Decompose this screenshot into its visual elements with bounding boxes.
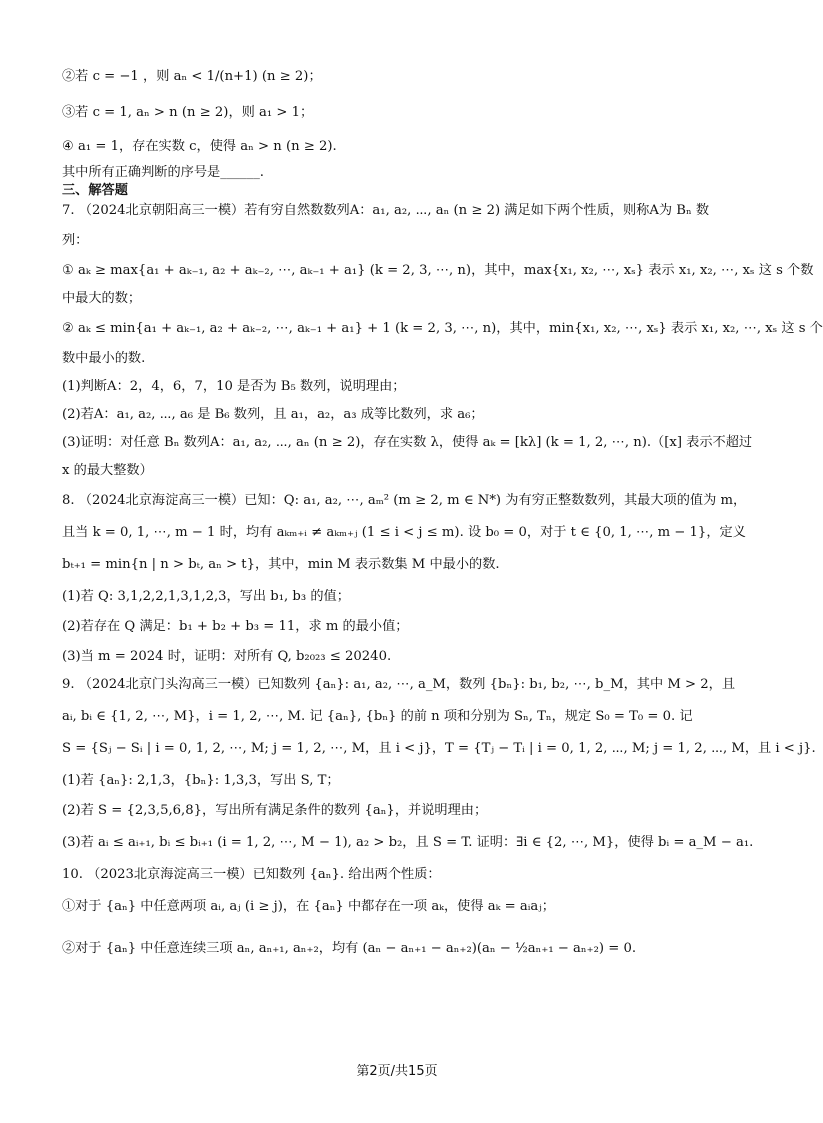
question-10: 10. （2023北京海淀高三一模）已知数列 {aₙ}. 给出两个性质： <box>62 867 441 882</box>
text-line: 且当 k = 0, 1, ⋯, m − 1 时，均有 aₖₘ₊ᵢ ≠ aₖₘ₊ⱼ (1 ≤ i < j ≤ m). 设 b₀ = 0，对于 t ∈ {0, 1, ⋯, m − 1}，定义 <box>62 525 746 540</box>
text-line: 列： <box>62 233 89 248</box>
text-line: (3)当 m = 2024 时，证明：对所有 Q, b₂₀₂₃ ≤ 20240. <box>62 649 392 664</box>
section-heading: 三、解答题 <box>62 183 128 198</box>
question-9: 9. （2024北京门头沟高三一模）已知数列 {aₙ}: a₁, a₂, ⋯, a_M，数列 {bₙ}: b₁, b₂, ⋯, b_M，其中 M > 2，且 <box>62 677 736 692</box>
text-line: bₜ₊₁ = min{n | n > bₜ, aₙ > t}，其中，min M 表示数集 M 中最小的数. <box>62 557 500 572</box>
text-line: x 的最大整数） <box>62 463 153 478</box>
text-line: (2)若 S = {2,3,5,6,8}，写出所有满足条件的数列 {aₙ}，并说明理由； <box>62 803 488 818</box>
question-8: 8. （2024北京海淀高三一模）已知：Q: a₁, a₂, ⋯, aₘ² (m ≥ 2, m ∈ N*) 为有穷正整数数列，其最大项的值为 m， <box>62 493 747 508</box>
text-line: S = {Sⱼ − Sᵢ | i = 0, 1, 2, ⋯, M; j = 1, 2, ⋯, M，且 i < j}，T = {Tⱼ − Tᵢ | i = 0, 1, 2, ⋯, M; j = 1, 2, ⋯, M，且 i < j}. <box>62 741 816 756</box>
text-line: 中最大的数； <box>62 291 142 306</box>
text-line: (3)若 aᵢ ≤ aᵢ₊₁, bᵢ ≤ bᵢ₊₁ (i = 1, 2, ⋯, M − 1), a₂ > b₂，且 S = T. 证明：∃i ∈ {2, ⋯, M}，使得 bᵢ = a_M − a₁. <box>62 835 754 850</box>
text-line: (2)若存在 Q 满足：b₁ + b₂ + b₃ = 11，求 m 的最小值； <box>62 619 409 634</box>
text-line: (2)若A：a₁, a₂, ⋯, a₆ 是 B₆ 数列，且 a₁，a₂，a₃ 成等比数列，求 a₆； <box>62 407 484 422</box>
text-line: (1)若 Q: 3,1,2,2,1,3,1,2,3，写出 b₁, b₃ 的值； <box>62 589 350 604</box>
text-line: ③若 c = 1, aₙ > n (n ≥ 2)，则 a₁ > 1； <box>62 105 314 120</box>
text-line: ② aₖ ≤ min{a₁ + aₖ₋₁, a₂ + aₖ₋₂, ⋯, aₖ₋₁ + a₁} + 1 (k = 2, 3, ⋯, n)，其中，min{x₁, x₂, ⋯, xₛ} 表示 x₁, x₂, ⋯, xₛ 这 s 个 <box>62 321 823 336</box>
text-line: ①对于 {aₙ} 中任意两项 aᵢ, aⱼ (i ≥ j)，在 {aₙ} 中都存在一项 aₖ，使得 aₖ = aᵢaⱼ； <box>62 899 555 914</box>
text-line: 其中所有正确判断的序号是______. <box>62 165 265 180</box>
text-line: ④ a₁ = 1，存在实数 c，使得 aₙ > n (n ≥ 2). <box>62 139 337 154</box>
text-line: (1)若 {aₙ}: 2,1,3，{bₙ}: 1,3,3，写出 S, T； <box>62 773 340 788</box>
text-line: 数中最小的数. <box>62 351 146 366</box>
question-7: 7. （2024北京朝阳高三一模）若有穷自然数数列A：a₁, a₂, ⋯, aₙ (n ≥ 2) 满足如下两个性质，则称A为 Bₙ 数 <box>62 203 710 218</box>
text-line: ②若 c = −1 ，则 aₙ < 1/(n+1) (n ≥ 2)； <box>62 69 322 84</box>
text-line: ②对于 {aₙ} 中任意连续三项 aₙ, aₙ₊₁, aₙ₊₂，均有 (aₙ − aₙ₊₁ − aₙ₊₂)(aₙ − ½aₙ₊₁ − aₙ₊₂) = 0. <box>62 941 637 956</box>
text-line: (1)判断A：2，4，6，7，10 是否为 B₅ 数列，说明理由； <box>62 379 406 394</box>
text-line: ① aₖ ≥ max{a₁ + aₖ₋₁, a₂ + aₖ₋₂, ⋯, aₖ₋₁ + a₁} (k = 2, 3, ⋯, n)，其中，max{x₁, x₂, ⋯, xₛ} 表示 x₁, x₂, ⋯, xₛ 这 s 个数 <box>62 263 814 278</box>
page-footer: 第2页/共15页 <box>356 1064 438 1079</box>
text-line: (3)证明：对任意 Bₙ 数列A：a₁, a₂, ⋯, aₙ (n ≥ 2)，存在实数 λ，使得 aₖ = [kλ] (k = 1, 2, ⋯, n).（[x] 表示不超过 <box>62 435 753 450</box>
text-line: aᵢ, bᵢ ∈ {1, 2, ⋯, M}，i = 1, 2, ⋯, M. 记 {aₙ}, {bₙ} 的前 n 项和分别为 Sₙ, Tₙ，规定 S₀ = T₀ = 0. 记 <box>62 709 693 724</box>
